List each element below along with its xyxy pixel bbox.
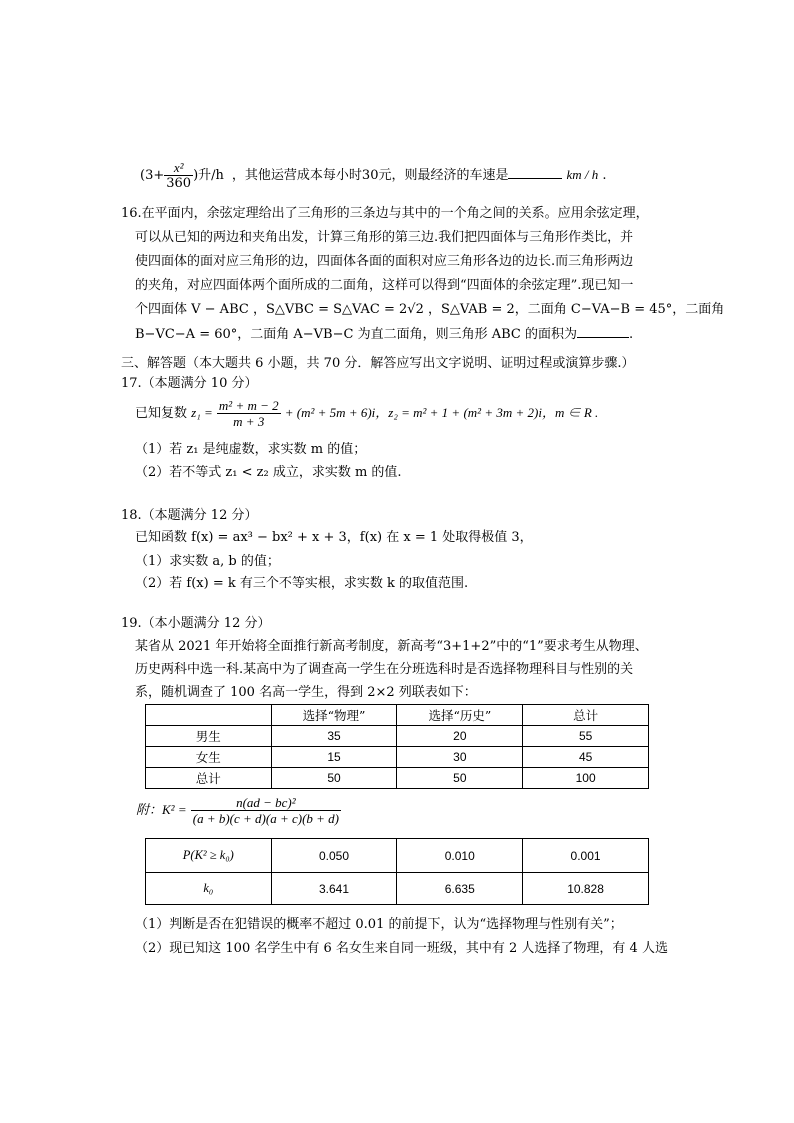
q16-line-4: 的夹角，对应四面体两个面所成的二面角，这样可以得到“四面体的余弦定理”.现已知一: [135, 278, 634, 293]
q16-line-5: 个四面体 V − ABC ，S△VBC = S△VAC = 2√2 ，S△VAB = 2，二面角 C−VA−B = 45°，二面角: [135, 302, 725, 317]
table-header-row: 选择“物理” 选择“历史” 总计: [146, 705, 649, 726]
q19-part1: （1）判断是否在犯错误的概率不超过 0.01 的前提下，认为“选择物理与性别有关”；: [135, 917, 623, 932]
table-row: 女生 15 30 45: [146, 747, 649, 768]
section3-heading: 三、解答题（本大题共 6 小题，共 70 分．解答应写出文字说明、证明过程或演算步骤.）: [121, 356, 635, 371]
q16-line-6: B−VC−A = 60°，二面角 A−VB−C 为直二面角，则三角形 ABC 的面积为 .: [135, 323, 633, 346]
q19-stem-line-2: 历史两科中选一科.某高中为了调查高一学生在分班选科时是否选择物理科目与性别的关: [135, 662, 634, 677]
q15-text: ，其他运营成本每小时30元，则最经济的车速是: [231, 168, 509, 183]
q18-part2: （2）若 f(x) = k 有三个不等实根，求实数 k 的取值范围.: [135, 576, 469, 591]
q15-answer-blank[interactable]: [508, 164, 562, 179]
q18-part1: （1）求实数 a, b 的值；: [135, 554, 280, 569]
q17-part1: （1）若 z₁ 是纯虚数，求实数 m 的值；: [135, 442, 367, 457]
table-row: k₀ 3.641 6.635 10.828: [146, 873, 649, 905]
q18-title: 18.（本题满分 12 分）: [121, 508, 258, 523]
q19-part2: （2）现已知这 100 名学生中有 6 名女生来自同一班级，其中有 2 人选择了物理，有 4 人选: [135, 941, 668, 956]
q19-stem-line-1: 某省从 2021 年开始将全面推行新高考制度，新高考“3+1+2”中的“1”要求考生从物理、: [135, 639, 648, 654]
q18-stem: 已知函数 f(x) = ax³ − bx² + x + 3，f(x) 在 x = 1 处取得极值 3，: [135, 530, 533, 545]
q15-tail-line: (3+ $\frac{\text{x²}}{360}$ )升/h ，其他运营成本每小时30元，则最经济的车速是 km / h .: [140, 160, 607, 191]
q19-title: 19.（本小题满分 12 分）: [121, 616, 271, 631]
k2-formula: 附：K² = $\frac{\text{n(ad − bc)²}}{(a + b)(c + d)(a + c)(b + d)}$: [136, 795, 339, 826]
contingency-table: [145, 704, 649, 789]
q17-part2: （2）若不等式 z₁ < z₂ 成立，求实数 m 的值.: [135, 465, 402, 480]
q17-stem: 已知复数 z₁ = $\frac{\text{m² + m − 2}}{m + 3}$ + (m² + 5m + 6)i，z₂ = m² + 1 + (m² + 3m + 2)i，m ∈ R .: [135, 398, 599, 429]
table-row: 男生 35 20 55: [146, 726, 649, 747]
q16-line-3: 使四面体的面对应三角形的边，四面体各面的面积对应三角形各边的边长.而三角形两边: [135, 254, 634, 269]
q19-stem-line-3: 系，随机调查了 100 名高一学生，得到 2×2 列联表如下：: [135, 685, 477, 700]
table-row: 总计 50 50 100: [146, 768, 649, 789]
q15-fraction: $\frac{\text{x²}}{360}$: [166, 160, 192, 191]
q16-line-2: 可以从已知的两边和夹角出发，计算三角形的第三边.我们把四面体与三角形作类比，并: [135, 230, 634, 245]
k2-fraction: $\frac{\text{n(ad − bc)²}}{(a + b)(c + d)(a + c)(b + d)}$: [192, 795, 339, 826]
q17-fraction: $\frac{\text{m² + m − 2}}{m + 3}$: [218, 398, 279, 429]
table-row: P(K² ≥ k₀) 0.050 0.010 0.001: [146, 839, 649, 873]
q15-unit-fuel: 升/h: [198, 168, 224, 183]
q15-unit-speed: km / h: [566, 167, 599, 182]
q16-answer-blank[interactable]: [577, 323, 629, 338]
critical-value-table: [145, 838, 649, 905]
q17-title: 17.（本题满分 10 分）: [121, 376, 258, 391]
q16-line-1: 16.在平面内，余弦定理给出了三角形的三条边与其中的一个角之间的关系。应用余弦定理，: [121, 206, 649, 221]
